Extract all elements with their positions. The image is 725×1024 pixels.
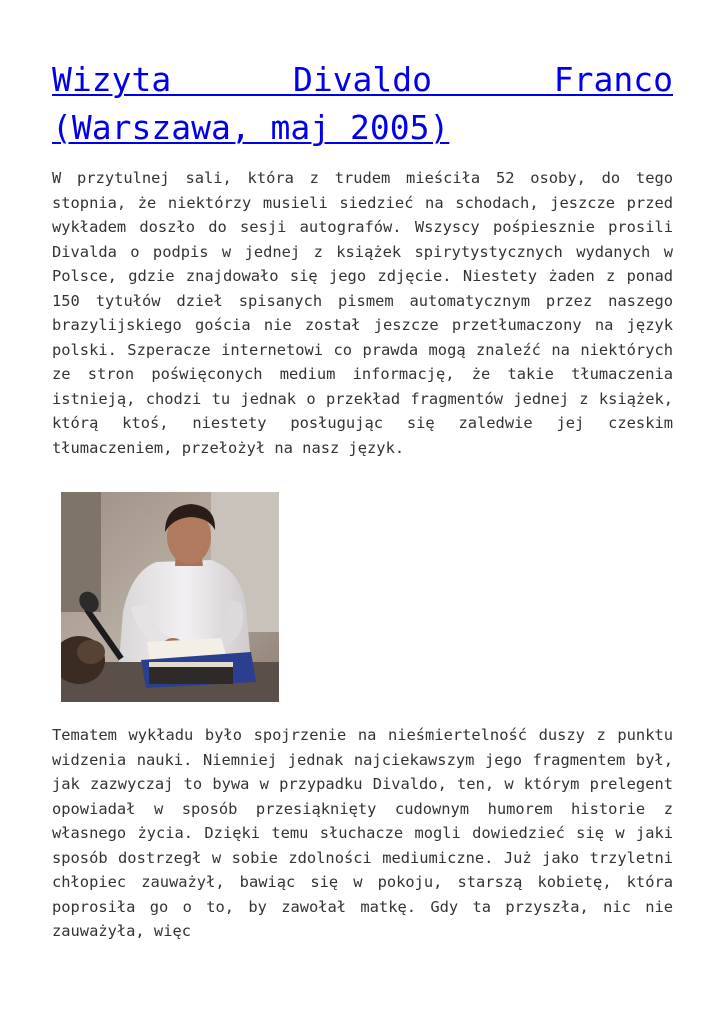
- article: [52, 56, 673, 944]
- article-title-link[interactable]: Wizyta Divaldo Franco (Warszawa, maj 2005): [52, 60, 673, 147]
- article-paragraph-2: Tematem wykładu było spojrzenie na nieśmiertelność duszy z punktu widzenia nauki. Niemniej jednak najciekawszym jego fragmentem był, jak zazwyczaj to bywa w przypadku Divaldo, ten, w którym prelegent opowiadał w sposób przesiąknięty cudownym humorem historie z własnego życia. Dzięki temu słuchacze mogli dowiedzieć się w jaki sposób dostrzegł w sobie zdolności mediumiczne. Już jako trzyletni chłopiec zauważył, bawiąc się w pokoju, starszą kobietę, która poprosiła go o to, by zawołał matkę. Gdy ta przyszła, nic nie zauważyła, więc: [52, 726, 673, 940]
- article-paragraph-1: W przytulnej sali, która z trudem mieściła 52 osoby, do tego stopnia, że niektórzy musieli siedzieć na schodach, jeszcze przed wykładem doszło do sesji autografów. Wszyscy pośpiesznie prosili Divalda o podpis w jednej z książek spirytystycznych wydanych w Polsce, gdzie znajdowało się jego zdjęcie. Niestety żaden z ponad 150 tytułów dzieł spisanych pismem automatycznym przez naszego brazylijskiego gościa nie został jeszcze przetłumaczony na język polski. Szperacze internetowi co prawda mogą znaleźć na niektórych ze stron poświęconych medium informację, że takie tłumaczenia istnieją, chodzi tu jednak o przekład fragmentów jednej z książek, którą ktoś, niestety posługując się zaledwie jej czeskim tłumaczeniem, przełożył na nasz język.: [52, 169, 673, 457]
- article-title: [52, 56, 673, 152]
- article-photo: [61, 492, 279, 702]
